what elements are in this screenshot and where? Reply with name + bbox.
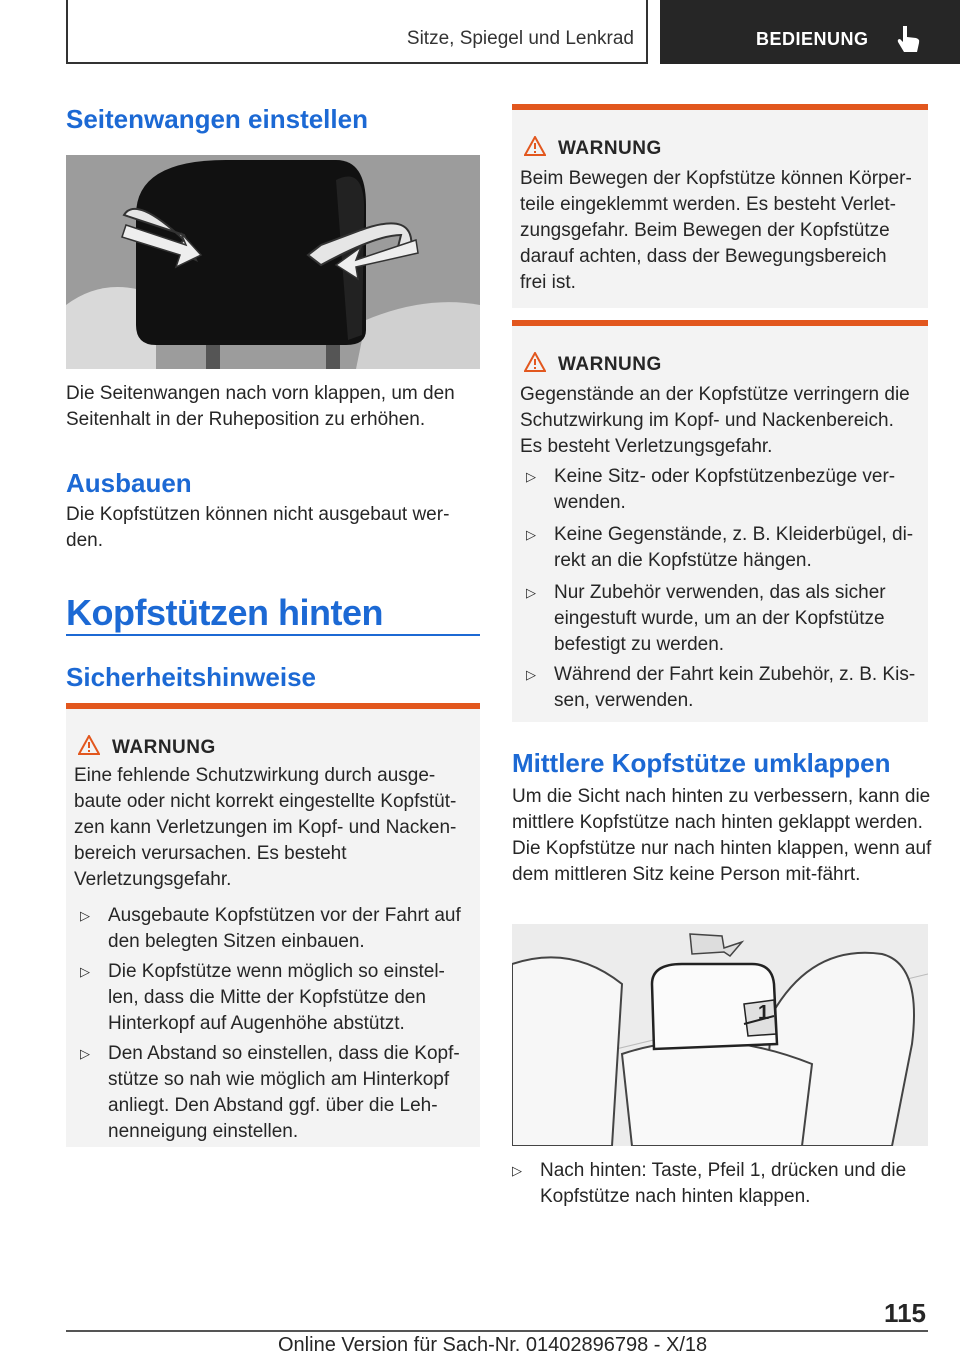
- list-item: ▷ Nach hinten: Taste, Pfeil 1, drücken und die Kopfstütze nach hinten klappen.: [512, 1160, 907, 1207]
- warning-text: Beim Bewegen der Kopfstütze können Körper-teile eingeklemmt werden. Es besteht Verlet-zungsgefahr. Beim Bewegen der Kopfstütze darauf achten, dass der Bewegungsbereich frei ist.: [520, 168, 912, 293]
- header-section-box: [660, 0, 960, 64]
- heading-fold-center: Mittlere Kopfstütze umklappen: [512, 748, 891, 778]
- warning-box-left: [66, 703, 480, 1147]
- header-chapter-box: [66, 0, 648, 64]
- warning-title: WARNUNG: [558, 354, 662, 375]
- warning-triangle-icon: [524, 136, 546, 156]
- heading-remove: Ausbauen: [66, 468, 192, 498]
- list-item: ▷ Keine Sitz- oder Kopfstützenbezüge ver-wenden.: [526, 466, 896, 513]
- warning-text: Eine fehlende Schutzwirkung durch ausge-baute oder nicht korrekt eingestellte Kopfstüt-zen kann Verletzungen im Kopf- und Nacken-bereich verursachen. Es besteht Verletzungsgefahr.: [74, 765, 457, 890]
- footer-text: Online Version für Sach-Nr. 01402896798 - X/18: [278, 1334, 708, 1356]
- side-bolsters-text: Die Seitenwangen nach vorn klappen, um den Seitenhalt in der Ruheposition zu erhöhen.: [66, 383, 455, 430]
- heading-rear-headrests: Kopfstützen hinten: [66, 592, 383, 633]
- footer-divider: [66, 1330, 928, 1332]
- warning-triangle-icon: [524, 352, 546, 372]
- list-item: ▷ Die Kopfstütze wenn möglich so einstel-len, dass die Mitte der Kopfstütze den Hinterkopf auf Augenhöhe abstützt.: [80, 961, 445, 1034]
- page-number: 115: [884, 1298, 926, 1328]
- list-item: ▷ Ausgebaute Kopfstützen vor der Fahrt auf den belegten Sitzen einbauen.: [80, 905, 461, 952]
- heading-side-bolsters: Seitenwangen einstellen: [66, 104, 368, 134]
- fold-text: Um die Sicht nach hinten zu verbessern, kann die mittlere Kopfstütze nach hinten geklappt werden. Die Kopfstütze nur nach hinten klappen, wenn auf dem mittleren Sitz keine Person mit-fährt.: [512, 786, 932, 885]
- heading-safety: Sicherheitshinweise: [66, 662, 316, 692]
- list-item: ▷ Keine Gegenstände, z. B. Kleiderbügel, di-rekt an die Kopfstütze hängen.: [526, 524, 914, 571]
- warning-title: WARNUNG: [558, 138, 662, 159]
- photo-headrest-wings: [66, 155, 480, 369]
- remove-text: Die Kopfstützen können nicht ausgebaut wer-den.: [66, 504, 450, 551]
- warning-text: Gegenstände an der Kopfstütze verringern die Schutzwirkung im Kopf- und Nackenbereich. Es besteht Verletzungsgefahr.: [520, 384, 910, 457]
- warning-box-right-2: [512, 320, 928, 722]
- header-section: BEDIENUNG: [756, 29, 869, 49]
- list-item: ▷ Den Abstand so einstellen, dass die Kopf-stütze so nah wie möglich am Hinterkopf anliegt. Den Abstand ggf. über die Leh-nenneigung einstellen.: [80, 1043, 460, 1142]
- warning-title: WARNUNG: [112, 737, 216, 758]
- photo-center-headrest: [512, 924, 928, 1146]
- heading-underline: [66, 634, 480, 636]
- header-chapter: Sitze, Spiegel und Lenkrad: [406, 28, 634, 49]
- callout-label: 1: [758, 1002, 770, 1024]
- list-item: ▷ Nur Zubehör verwenden, das als sicher eingestuft wurde, um an der Kopfstütze befestigt zu werden.: [526, 582, 886, 655]
- list-item: ▷ Während der Fahrt kein Zubehör, z. B. Kis-sen, verwenden.: [526, 664, 916, 711]
- warning-box-right-1: [512, 104, 928, 308]
- warning-triangle-icon: [78, 735, 100, 755]
- hand-pointer-icon: [894, 24, 922, 54]
